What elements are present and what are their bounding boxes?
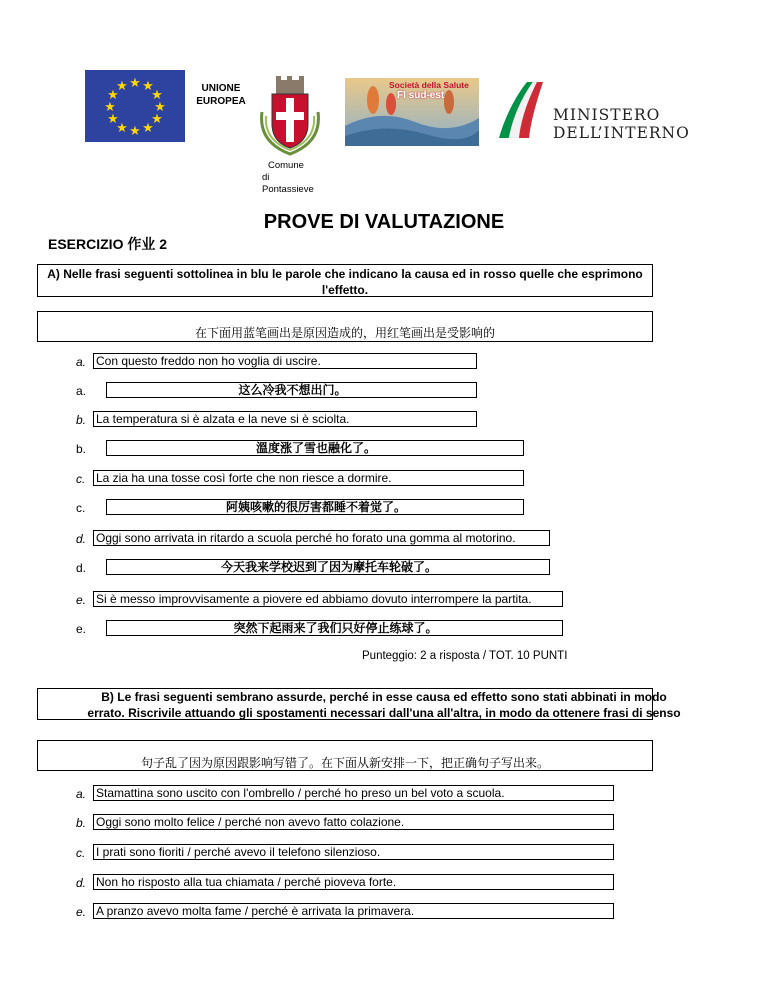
score-label: Punteggio: 2 a risposta / TOT. 10 PUNTI bbox=[362, 650, 568, 662]
section-a-zh-instruction-box bbox=[37, 311, 653, 342]
exercise-label: ESERCIZIO 作业 2 bbox=[48, 236, 168, 252]
italy-ribbon-logo bbox=[497, 80, 545, 138]
item-letter: c. bbox=[76, 846, 86, 860]
svg-text:★: ★ bbox=[151, 112, 163, 127]
svg-text:★: ★ bbox=[104, 100, 116, 115]
svg-text:★: ★ bbox=[107, 112, 119, 127]
svg-text:★: ★ bbox=[129, 124, 141, 139]
sentence-field: Si è messo improvvisamente a piovere ed abbiamo dovuto interrompere la partita. bbox=[93, 591, 563, 607]
item-letter: e. bbox=[76, 905, 87, 919]
eu-label-line1: UNIONE bbox=[201, 83, 241, 94]
svg-text:★: ★ bbox=[129, 76, 141, 91]
ministry-line1: MINISTERO bbox=[553, 106, 661, 124]
comune-line1: Comune bbox=[268, 160, 304, 171]
sentence-field-zh: 今天我来学校迟到了因为摩托车轮破了。 bbox=[106, 559, 550, 575]
svg-text:★: ★ bbox=[116, 79, 128, 94]
item-letter: c. bbox=[76, 472, 86, 486]
item-letter: e. bbox=[76, 593, 87, 607]
section-b-instruction bbox=[0, 688, 768, 721]
svg-text:★: ★ bbox=[151, 88, 163, 103]
item-letter: d. bbox=[76, 561, 87, 575]
item-letter: b. bbox=[76, 442, 87, 456]
section-a-instruction: A) Nelle frasi seguenti sottolinea in blu le parole che indicano la causa ed in rosso quelle che esprimono l'effetto. bbox=[47, 267, 643, 297]
sentence-field: I prati sono fioriti / perché avevo il telefono silenzioso. bbox=[93, 844, 614, 860]
eu-label bbox=[188, 82, 254, 108]
crest-icon bbox=[254, 72, 326, 158]
ministry-line2: DELL’INTERNO bbox=[553, 124, 690, 142]
sentence-field: Non ho risposto alla tua chiamata / perché pioveva forte. bbox=[93, 874, 614, 890]
item-letter: a. bbox=[76, 355, 87, 369]
pontassieve-crest-logo bbox=[254, 72, 326, 158]
comune-label bbox=[262, 160, 314, 196]
item-letter: b. bbox=[76, 816, 87, 830]
page-title: PROVE DI VALUTAZIONE bbox=[263, 211, 505, 233]
item-letter: a. bbox=[76, 384, 87, 398]
section-b-zh-instruction-box bbox=[37, 740, 653, 771]
sentence-field: Oggi sono molto felice / perché non avevo fatto colazione. bbox=[93, 814, 614, 830]
sentence-field-zh: 阿姨咳嗽的很厉害都睡不着觉了。 bbox=[106, 499, 524, 515]
section-b-zh-instruction: 句子乱了因为原因跟影响写错了。在下面从新安排一下，把正确句子写出来。 bbox=[140, 756, 549, 770]
eu-label-line2: EUROPEA bbox=[196, 96, 246, 107]
sentence-field: A pranzo avevo molta fame / perché è arrivata la primavera. bbox=[93, 903, 614, 919]
sentence-field: La temperatura si è alzata e la neve si è sciolta. bbox=[93, 411, 477, 427]
sentence-field-zh: 这么冷我不想出门。 bbox=[106, 382, 477, 398]
italy-ribbon-icon bbox=[497, 80, 545, 138]
sentence-field: Con questo freddo non ho voglia di uscire. bbox=[93, 353, 477, 369]
section-a-zh-instruction: 在下面用蓝笔画出是原因造成的，用红笔画出是受影响的 bbox=[194, 326, 495, 340]
sentence-field: La zia ha una tosse così forte che non riesce a dormire. bbox=[93, 470, 524, 486]
svg-text:★: ★ bbox=[107, 88, 119, 103]
asl-text-line1: Società della Salute bbox=[389, 80, 469, 90]
svg-text:★: ★ bbox=[116, 121, 128, 136]
comune-line2: di bbox=[262, 172, 270, 183]
item-letter: e. bbox=[76, 622, 87, 636]
comune-line3: Pontassieve bbox=[262, 184, 314, 195]
asl-text-line2: FI sud-est bbox=[397, 90, 445, 101]
sentence-field: Stamattina sono uscito con l'ombrello / perché ho preso un bel voto a scuola. bbox=[93, 785, 614, 801]
sentence-field: Oggi sono arrivata in ritardo a scuola perché ho forato una gomma al motorino. bbox=[93, 530, 550, 546]
item-letter: d. bbox=[76, 876, 87, 890]
item-letter: d. bbox=[76, 532, 87, 546]
societa-della-salute-logo bbox=[345, 78, 479, 146]
item-letter: c. bbox=[76, 501, 86, 515]
section-b-instruction-line1: B) Le frasi seguenti sembrano assurde, perché in esse causa ed effetto sono stati abbinati in modo bbox=[101, 690, 667, 704]
section-a-instruction-box bbox=[37, 264, 653, 297]
eu-flag-logo bbox=[85, 70, 185, 142]
eu-stars-icon bbox=[85, 70, 185, 142]
svg-text:★: ★ bbox=[142, 121, 154, 136]
ministry-label bbox=[553, 106, 690, 142]
svg-text:★: ★ bbox=[154, 100, 166, 115]
sentence-field-zh: 溫度涨了雪也融化了。 bbox=[106, 440, 524, 456]
section-b-instruction-line2: errato. Riscrivile attuando gli spostamenti necessari dall'una all'altra, in modo da ottenere frasi di senso bbox=[87, 706, 681, 720]
item-letter: b. bbox=[76, 413, 87, 427]
item-letter: a. bbox=[76, 787, 87, 801]
svg-text:★: ★ bbox=[142, 79, 154, 94]
sentence-field-zh: 突然下起雨来了我们只好停止练球了。 bbox=[106, 620, 563, 636]
